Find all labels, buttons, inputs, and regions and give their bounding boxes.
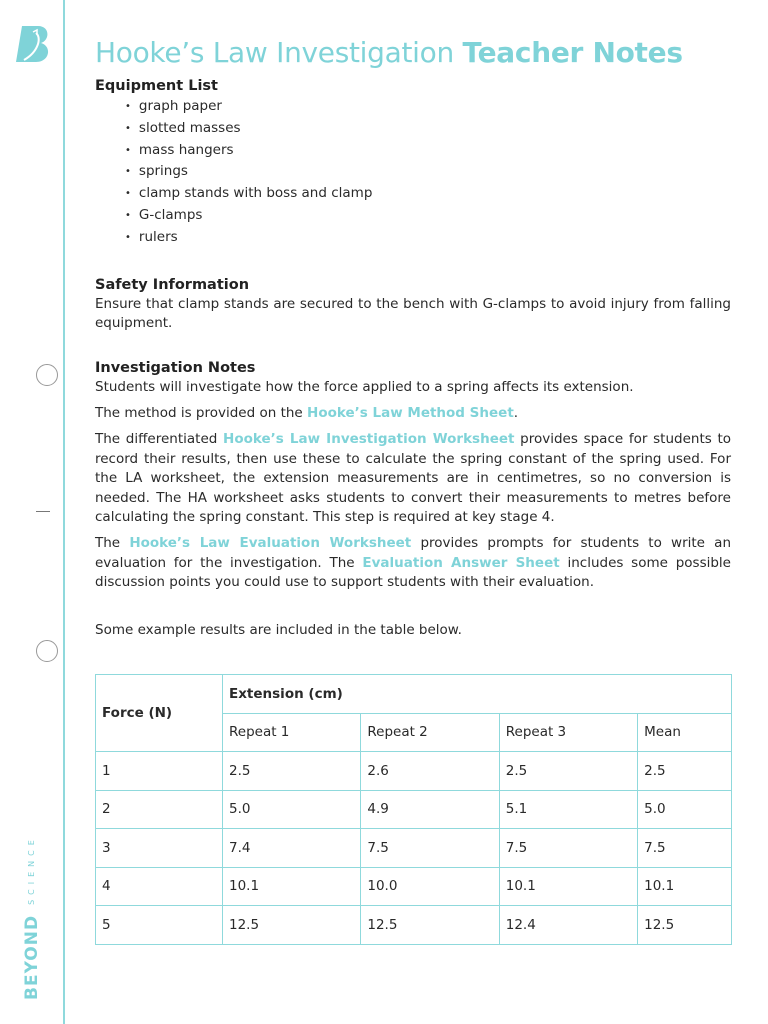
- title-main: Hooke’s Law Investigation: [95, 36, 454, 69]
- notes-paragraph: [95, 404, 731, 424]
- list-item: • mass hangers: [125, 140, 731, 162]
- text: includes some possible discussion points you could use to support students with their evaluation.: [95, 554, 731, 591]
- table-cell: 2.5: [223, 752, 361, 791]
- text: The method is provided on the: [95, 405, 308, 422]
- notes-heading: Investigation Notes: [95, 360, 256, 377]
- table-row: [96, 790, 732, 829]
- investigation-worksheet-link[interactable]: Hooke’s Law Investigation Worksheet: [223, 431, 515, 448]
- extension-header: Extension (cm): [223, 675, 732, 714]
- list-item: • rulers: [125, 227, 731, 249]
- table-cell: 12.5: [361, 906, 499, 945]
- results-table: [95, 674, 732, 945]
- list-item: • slotted masses: [125, 118, 731, 140]
- brand-wordmark: [22, 835, 42, 1000]
- margin-line: [63, 0, 65, 1024]
- equipment-list: [95, 96, 731, 249]
- notes-paragraph: [95, 534, 731, 593]
- table-intro: Some example results are included in the table below.: [95, 622, 462, 639]
- table-cell: 5.0: [638, 790, 732, 829]
- text: provides space for students to record their results, then use these to calculate the spring constant of the spring used. For the LA worksheet, the extension measurements are in centimetres, so no conversion is needed. The HA worksheet asks students to convert their measurements to metres before calculating the spring constant. This step is required at key stage 4.: [95, 431, 732, 526]
- table-header-row: [96, 675, 732, 714]
- safety-text: Ensure that clamp stands are secured to the bench with G-clamps to avoid injury from falling equipment.: [95, 295, 731, 332]
- list-item: • clamp stands with boss and clamp: [125, 183, 731, 205]
- brand-word: BEYOND: [22, 914, 42, 1000]
- fold-mark: [36, 511, 50, 512]
- text: .: [513, 405, 519, 422]
- punch-hole: [36, 364, 58, 386]
- table-cell: 7.5: [361, 829, 499, 868]
- table-cell: 10.1: [223, 867, 361, 906]
- table-cell: 10.1: [638, 867, 732, 906]
- table-cell: 7.4: [223, 829, 361, 868]
- notes-paragraph: Students will investigate how the force applied to a spring affects its extension.: [95, 379, 634, 396]
- list-item: • springs: [125, 161, 731, 183]
- equipment-heading: Equipment List: [95, 78, 218, 94]
- brand-subword: SCIENCE: [27, 835, 36, 905]
- table-cell: 4: [96, 867, 223, 906]
- text: provides prompts for students to write an evaluation for the investigation. The: [95, 535, 731, 571]
- table-cell: 2.5: [638, 752, 732, 791]
- page-title: [95, 36, 731, 70]
- table-cell: 3: [96, 829, 223, 868]
- table-cell: 2.6: [361, 752, 499, 791]
- table-cell: 5.0: [223, 790, 361, 829]
- evaluation-worksheet-link[interactable]: Hooke’s Law Evaluation Worksheet: [129, 535, 412, 552]
- safety-heading: Safety Information: [95, 276, 250, 293]
- table-cell: 7.5: [638, 829, 732, 868]
- title-bold: Teacher Notes: [462, 36, 683, 69]
- table-cell: 1: [96, 752, 223, 791]
- text: The: [95, 535, 130, 552]
- table-cell: 10.0: [361, 867, 499, 906]
- table-cell: 2: [96, 790, 223, 829]
- force-header: Force (N): [96, 675, 223, 752]
- table-cell: 2.5: [499, 752, 637, 791]
- table-cell: 5.1: [499, 790, 637, 829]
- table-row: [96, 906, 732, 945]
- table-row: [96, 829, 732, 868]
- list-item: • G-clamps: [125, 205, 731, 227]
- punch-hole: [36, 640, 58, 662]
- list-item: • graph paper: [125, 96, 731, 118]
- table-cell: 12.4: [499, 906, 637, 945]
- table-cell: 5: [96, 906, 223, 945]
- table-row: [96, 867, 732, 906]
- table-cell: 12.5: [223, 906, 361, 945]
- column-header: Mean: [638, 713, 732, 752]
- table-cell: 4.9: [361, 790, 499, 829]
- table-row: [96, 752, 732, 791]
- evaluation-answer-sheet-link[interactable]: Evaluation Answer Sheet: [362, 554, 560, 571]
- column-header: Repeat 3: [499, 713, 637, 752]
- table-cell: 7.5: [499, 829, 637, 868]
- column-header: Repeat 2: [361, 713, 499, 752]
- beyond-logo-icon: [16, 24, 50, 64]
- column-header: Repeat 1: [223, 713, 361, 752]
- table-cell: 10.1: [499, 867, 637, 906]
- notes-paragraph: [95, 430, 731, 528]
- method-sheet-link[interactable]: Hooke’s Law Method Sheet: [307, 405, 514, 422]
- document-body: [95, 36, 731, 647]
- table-cell: 12.5: [638, 906, 732, 945]
- text: The differentiated: [95, 431, 224, 448]
